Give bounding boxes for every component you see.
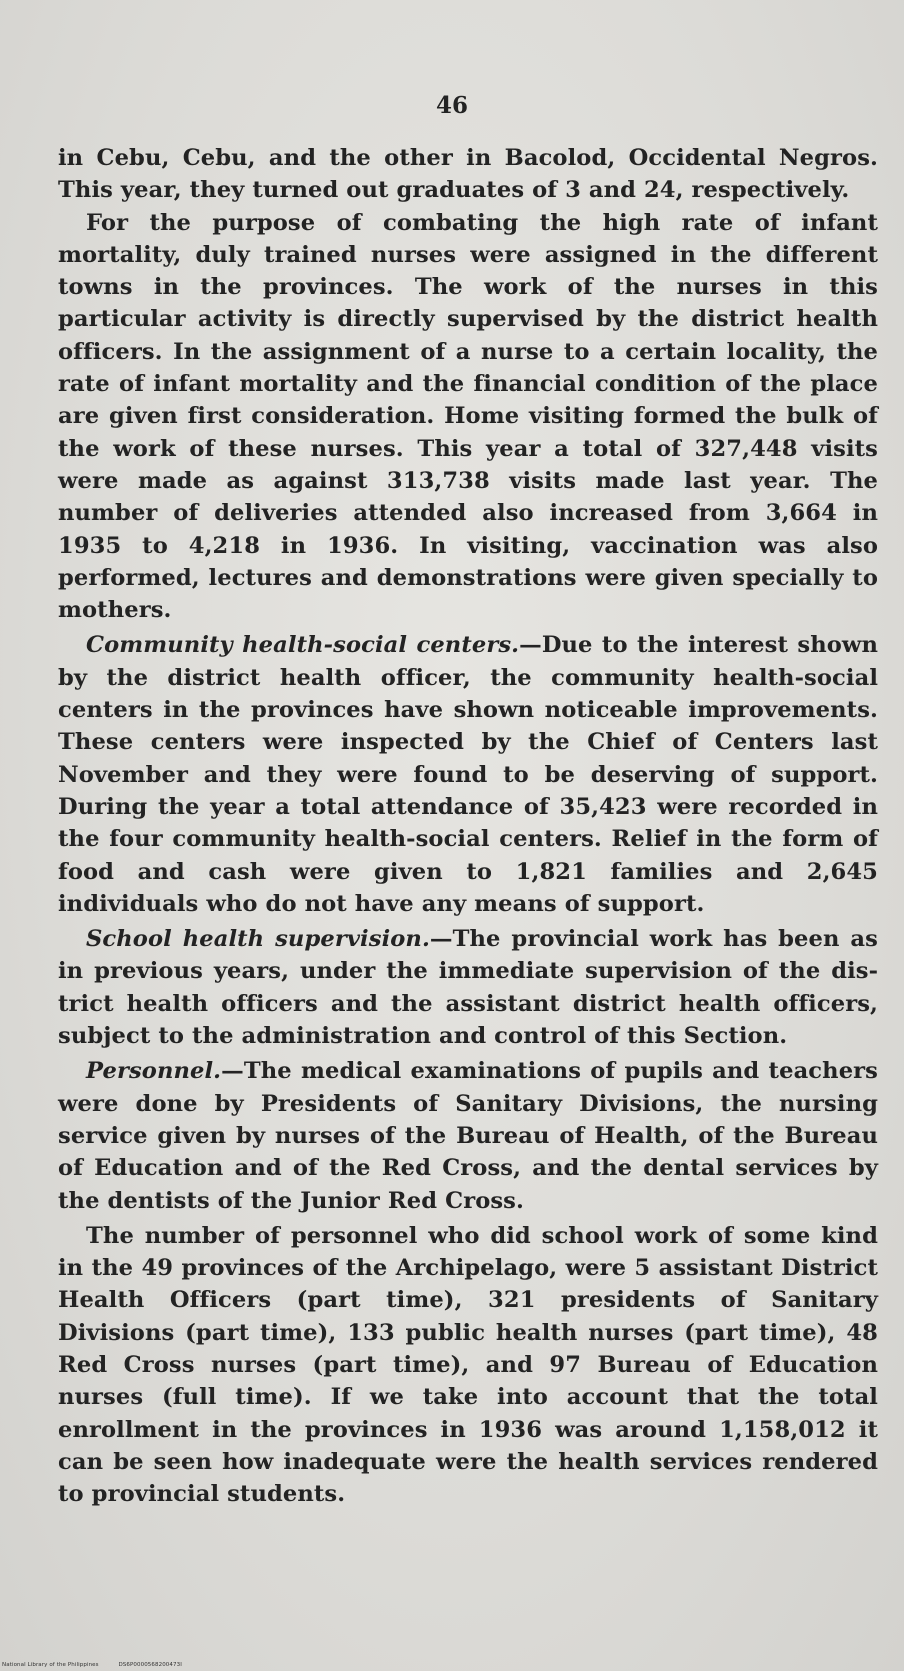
paragraph-text: —The provincial work has been as in previous years, under the immediate supervision of the district health officers and the assistant district health officers, subject to the administration and control of this Section. — [58, 926, 878, 1050]
paragraph-text: in Cebu, Cebu, and the other in Bacolod, Occidental Negros. This year, they turned out graduates of 3 and 24, respectively. — [58, 145, 878, 204]
paragraph-text: —Due to the interest shown by the district health officer, the community health-social centers in the provinces have shown noticeable improvements. These centers were inspected by the Chief of Centers last November and they were found to be deserving of support. During the year a total attendance of 35,423 were recorded in the four community health-social centers. Relief in the form of food and cash were given to 1,821 families and 2,645 individuals who do not have any means of support. — [58, 632, 878, 917]
run-in-heading: Personnel. — [86, 1058, 222, 1085]
run-in-heading: Community health-social centers. — [86, 632, 520, 659]
paragraph-community-centers — [58, 629, 878, 920]
paragraph-continuation — [58, 142, 878, 207]
run-in-heading: School health supervision. — [86, 926, 430, 953]
paragraph-text: For the purpose of combating the high rate of infant mortality, duly trained nurses were assigned in the different towns in the provinces. The work of the nurses in this particular activity is directly supervised by the district health officers. In the assignment of a nurse to a certain locality, the rate of infant mortality and the financial condition of the place are given first consideration. Home visiting formed the bulk of the work of these nurses. This year a total of 327,448 visits were made as against 313,738 visits made last year. The number of deliveries attended also increased from 3,664 in 1935 to 4,218 in 1936. In visiting, vaccination was also performed, lectures and demonstrations were given specially to mothers. — [58, 209, 878, 624]
paragraph-text: The number of personnel who did school work of some kind in the 49 provinces of the Archipelago, were 5 assistant District Health Officers (part time), 321 presidents of Sanitary Divisions (part time), 133 public health nurses (part time), 48 Red Cross nurses (part time), and 97 Bureau of Education nurses (full time). If we take into account that the total enrollment in the provinces in 1936 was around 1,158,012 it can be seen how inadequate were the health services rendered to provincial students. — [58, 1222, 878, 1508]
paragraph-school-health — [58, 923, 878, 1052]
footer-library: National Library of the Philippines — [2, 1662, 99, 1668]
body-text — [58, 142, 878, 1510]
scan-footer — [2, 1662, 200, 1668]
paragraph-personnel-count — [58, 1220, 878, 1511]
paragraph-text: —The medical examinations of pupils and teachers were done by Presidents of Sanitary Divisions, the nursing service given by nurses of the Bureau of Health, of the Bureau of Education and of the Red Cross, and the dental services by the dentists of the Junior Red Cross. — [58, 1058, 878, 1214]
page-number: 46 — [435, 92, 468, 119]
paragraph-infant-mortality — [58, 207, 878, 627]
footer-code: DS6P0000568200473I — [118, 1662, 182, 1668]
paragraph-personnel — [58, 1055, 878, 1216]
